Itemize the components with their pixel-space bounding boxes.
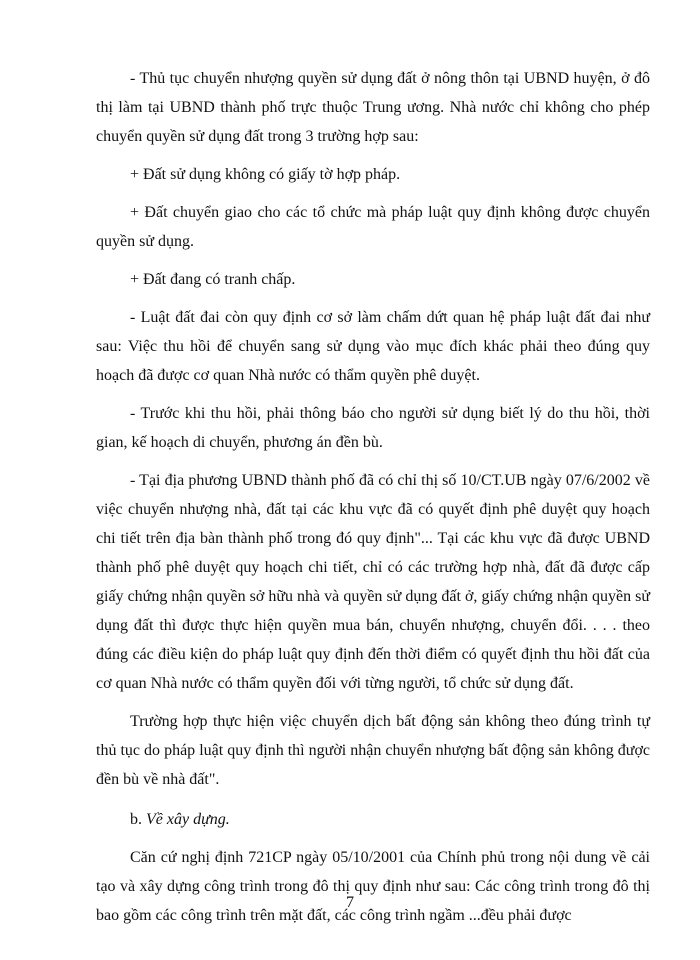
paragraph-case-no-legal-papers: + Đất sử dụng không có giấy tờ hợp pháp. (130, 166, 401, 183)
paragraph-land-law-termination: - Luật đất đai còn quy định cơ sở làm chấm dứt quan hệ pháp luật đất đai như sau: Việc thu hồi để chuyển sang sử dụng vào mục đích khác phải theo đúng quy hoạch đã được cơ quan Nhà nước có thẩm quyền phê duyệt. (96, 309, 650, 384)
paragraph-notice-before-recovery: - Trước khi thu hồi, phải thông báo cho người sử dụng biết lý do thu hồi, thời gian, kế hoạch di chuyển, phương án đền bù. (96, 405, 650, 451)
section-heading (96, 805, 650, 834)
paragraph-case-transferred-organizations: + Đất chuyển giao cho các tổ chức mà pháp luật quy định không được chuyển quyền sử dụng. (96, 204, 650, 250)
paragraph-transfer-procedure: - Thủ tục chuyển nhượng quyền sử dụng đất ở nông thôn tại UBND huyện, ở đô thị làm tại UBND thành phố trực thuộc Trung ương. Nhà nước chỉ không cho phép chuyển quyền sử dụng đất trong 3 trường hợp sau: (96, 70, 650, 145)
page-number: 7 (346, 894, 354, 911)
document-body (96, 64, 650, 939)
paragraph-construction-decree: Căn cứ nghị định 721CP ngày 05/10/2001 của Chính phủ trong nội dung về cải tạo và xây dựng công trình trong đô thị quy định như sau: Các công trình trong đô thị bao gồm các công trình trên mặt đất, các công trình ngầm ...đều phải được (96, 849, 650, 924)
paragraph-improper-transfer: Trường hợp thực hiện việc chuyển dịch bất động sản không theo đúng trình tự thủ tục do pháp luật quy định thì người nhận chuyển nhượng bất động sản không được đền bù về nhà đất". (96, 713, 650, 788)
section-heading-label: b. (130, 811, 142, 828)
paragraph-case-in-dispute: + Đất đang có tranh chấp. (130, 271, 296, 288)
section-heading-title: Về xây dựng. (146, 811, 230, 828)
paragraph-local-directive: - Tại địa phương UBND thành phố đã có chỉ thị số 10/CT.UB ngày 07/6/2002 về việc chuyển nhượng nhà, đất tại các khu vực đã có quyết định phê duyệt quy hoạch chi tiết trên địa bàn thành phố trong đó quy định"... Tại các khu vực đã được UBND thành phố phê duyệt quy hoạch chi tiết, chỉ có các trường hợp nhà, đất đã được cấp giấy chứng nhận quyền sở hữu nhà và quyền sử dụng đất ở, giấy chứng nhận quyền sử dụng đất thì được thực hiện quyền mua bán, chuyển nhượng, chuyển đổi. . . . theo đúng các điều kiện do pháp luật quy định đến thời điểm có quyết định thu hồi đất của cơ quan Nhà nước có thẩm quyền đối với từng người, tổ chức sử dụng đất. (96, 472, 650, 692)
